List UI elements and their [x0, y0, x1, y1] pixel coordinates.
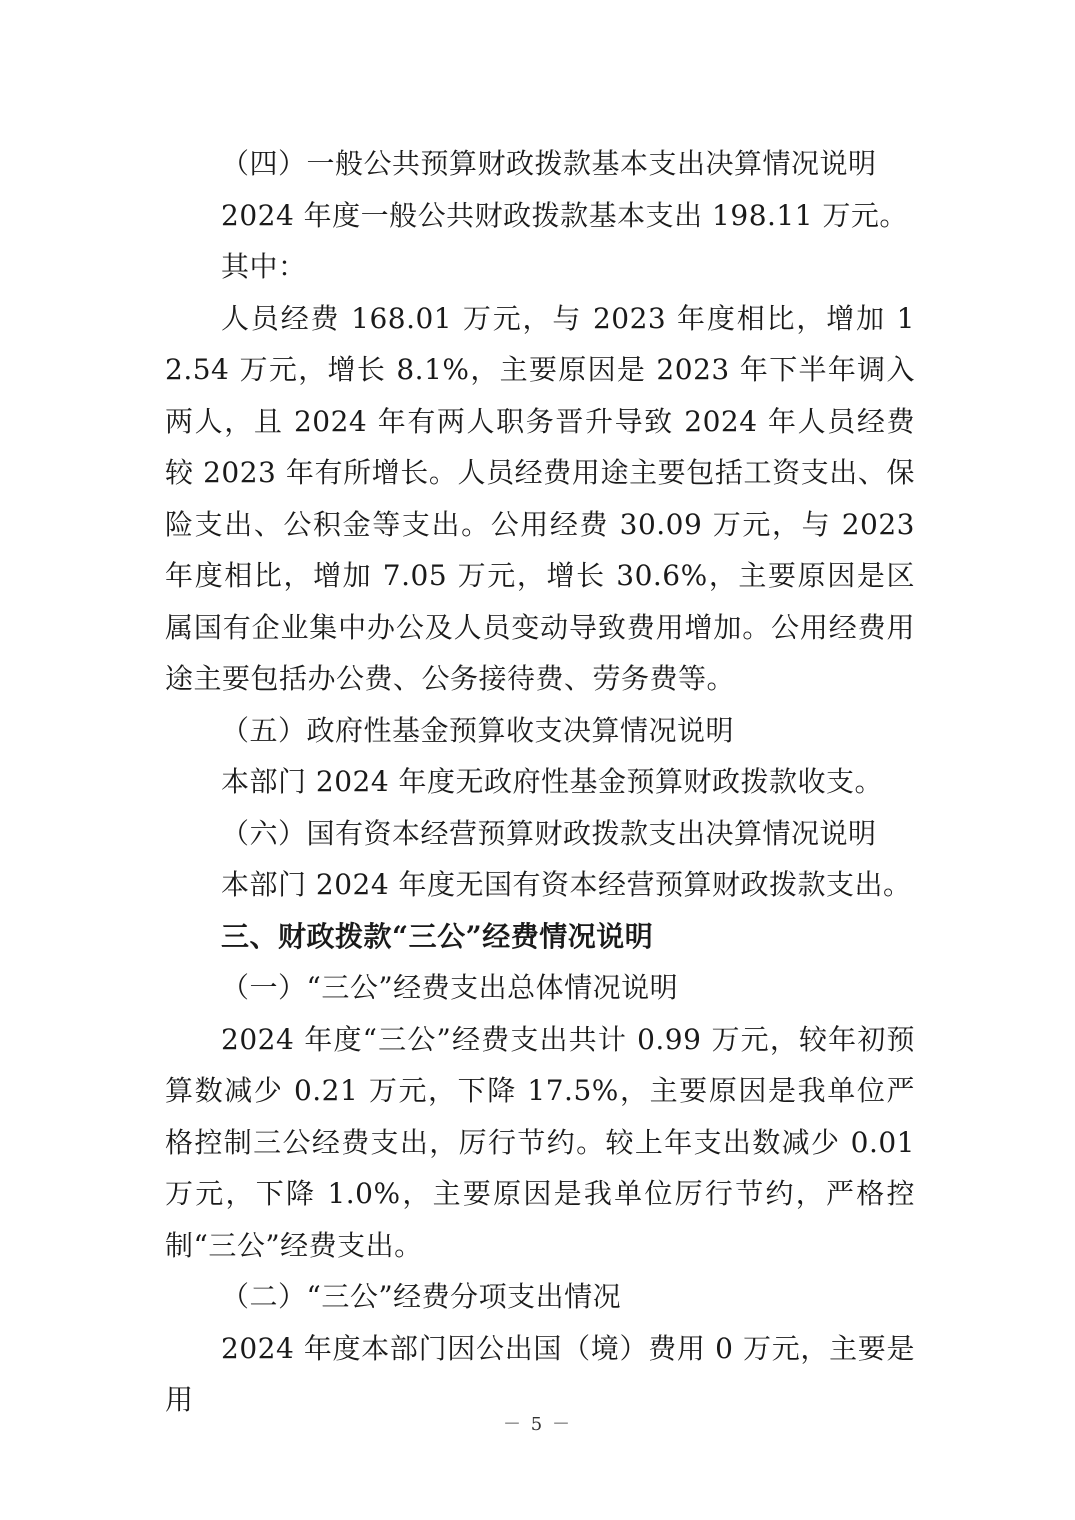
page-number: － 5 － — [503, 1414, 572, 1435]
paragraph-among: 其中： — [221, 250, 307, 283]
paragraph-three-public-total: 2024 年度“三公”经费支出共计 0.99 万元，较年初预算数减少 0.21 万元，下降 17.5%，主要原因是我单位严格控制三公经费支出，厉行节约。较上年支出数减少 0.01 万元，下降 1.0%，主要原因是我单位厉行节约，严格控制“三公”经费支出。 — [165, 1022, 915, 1262]
paragraph-three-public-items: 2024 年度本部门因公出国（境）费用 0 万元，主要是用 — [165, 1331, 915, 1416]
section-heading-4: （四）一般公共预算财政拨款基本支出决算情况说明 — [221, 147, 877, 180]
paragraph-basic-expenditure: 2024 年度一般公共财政拨款基本支出 198.11 万元。 — [221, 198, 908, 232]
chapter-heading-3: 三、财政拨款“三公”经费情况说明 — [221, 919, 654, 953]
paragraph-government-fund: 本部门 2024 年度无政府性基金预算财政拨款收支。 — [221, 765, 884, 798]
section-heading-3-2: （二）“三公”经费分项支出情况 — [221, 1280, 622, 1313]
paragraph-state-capital: 本部门 2024 年度无国有资本经营预算财政拨款支出。 — [221, 868, 912, 901]
section-heading-5: （五）政府性基金预算收支决算情况说明 — [221, 713, 735, 747]
section-heading-3-1: （一）“三公”经费支出总体情况说明 — [221, 971, 679, 1004]
document-body — [165, 138, 915, 1426]
paragraph-personnel-costs: 人员经费 168.01 万元，与 2023 年度相比，增加 12.54 万元，增长 8.1%，主要原因是 2023 年下半年调入两人，且 2024 年有两人职务晋升导致 2024 年人员经费较 2023 年有所增长。人员经费用途主要包括工资支出、保险支出、公积金等支出。公用经费 30.09 万元，与 2023 年度相比，增加 7.05 万元，增长 30.6%，主要原因是区属国有企业集中办公及人员变动导致费用增加。公用经费用途主要包括办公费、公务接待费、劳务费等。 — [165, 301, 915, 695]
section-heading-6: （六）国有资本经营预算财政拨款支出决算情况说明 — [221, 816, 877, 850]
